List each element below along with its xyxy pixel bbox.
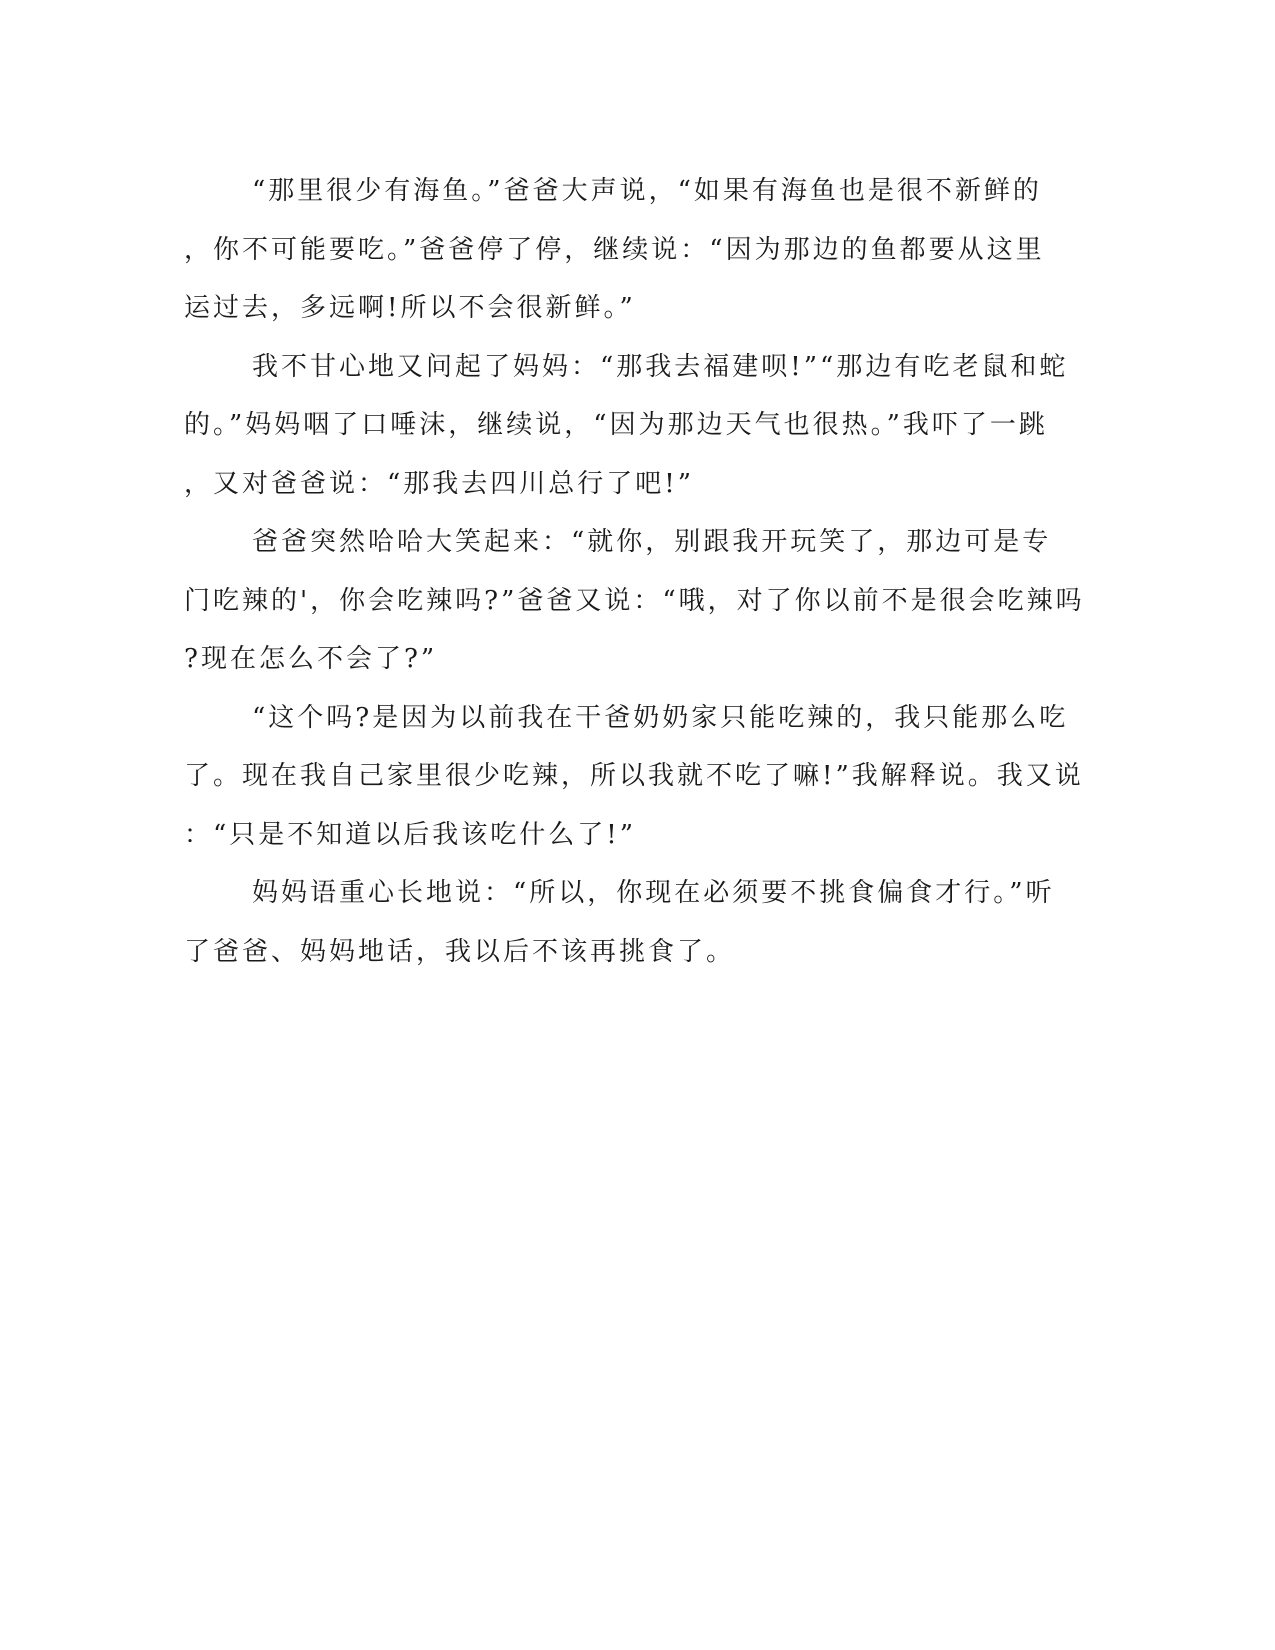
text-line: “这个吗?是因为以前我在干爸奶奶家只能吃辣的，我只能那么吃 [252, 702, 1069, 733]
text-line: 运过去，多远啊!所以不会很新鲜。” [184, 293, 636, 323]
document-body [184, 162, 1085, 981]
text-line: ?现在怎么不会了?” [184, 644, 438, 674]
text-line: 爸爸突然哈哈大笑起来：“就你，别跟我开玩笑了，那边可是专 [252, 527, 1052, 557]
text-line: ，你不可能要吃。”爸爸停了停，继续说：“因为那边的鱼都要从这里 [184, 234, 1045, 265]
paragraph-1 [184, 162, 1064, 338]
text-line: 的。”妈妈咽了口唾沫，继续说，“因为那边天气也很热。”我吓了一跳 [184, 410, 1048, 440]
text-line: 了爸爸、妈妈地话，我以后不该再挑食了。 [184, 936, 736, 967]
paragraph-3 [184, 513, 1085, 689]
text-line: 我不甘心地又问起了妈妈：“那我去福建呗!”“那边有吃老鼠和蛇 [252, 351, 1069, 382]
text-line: 妈妈语重心长地说：“所以，你现在必须要不挑食偏食才行。”听 [252, 878, 1055, 908]
text-line: 了。现在我自己家里很少吃辣，所以我就不吃了嘛!”我解释说。我又说 [184, 761, 1084, 791]
text-line: 门吃辣的'，你会吃辣吗?”爸爸又说：“哦，对了你以前不是很会吃辣吗 [184, 585, 1085, 616]
text-line: ，又对爸爸说：“那我去四川总行了吧!” [184, 468, 695, 499]
paragraph-4 [184, 689, 1084, 865]
paragraph-5 [184, 864, 1064, 981]
text-line: ：“只是不知道以后我该吃什么了!” [184, 819, 637, 850]
text-line: “那里很少有海鱼。”爸爸大声说，“如果有海鱼也是很不新鲜的 [252, 176, 1042, 206]
paragraph-2 [184, 338, 1069, 514]
